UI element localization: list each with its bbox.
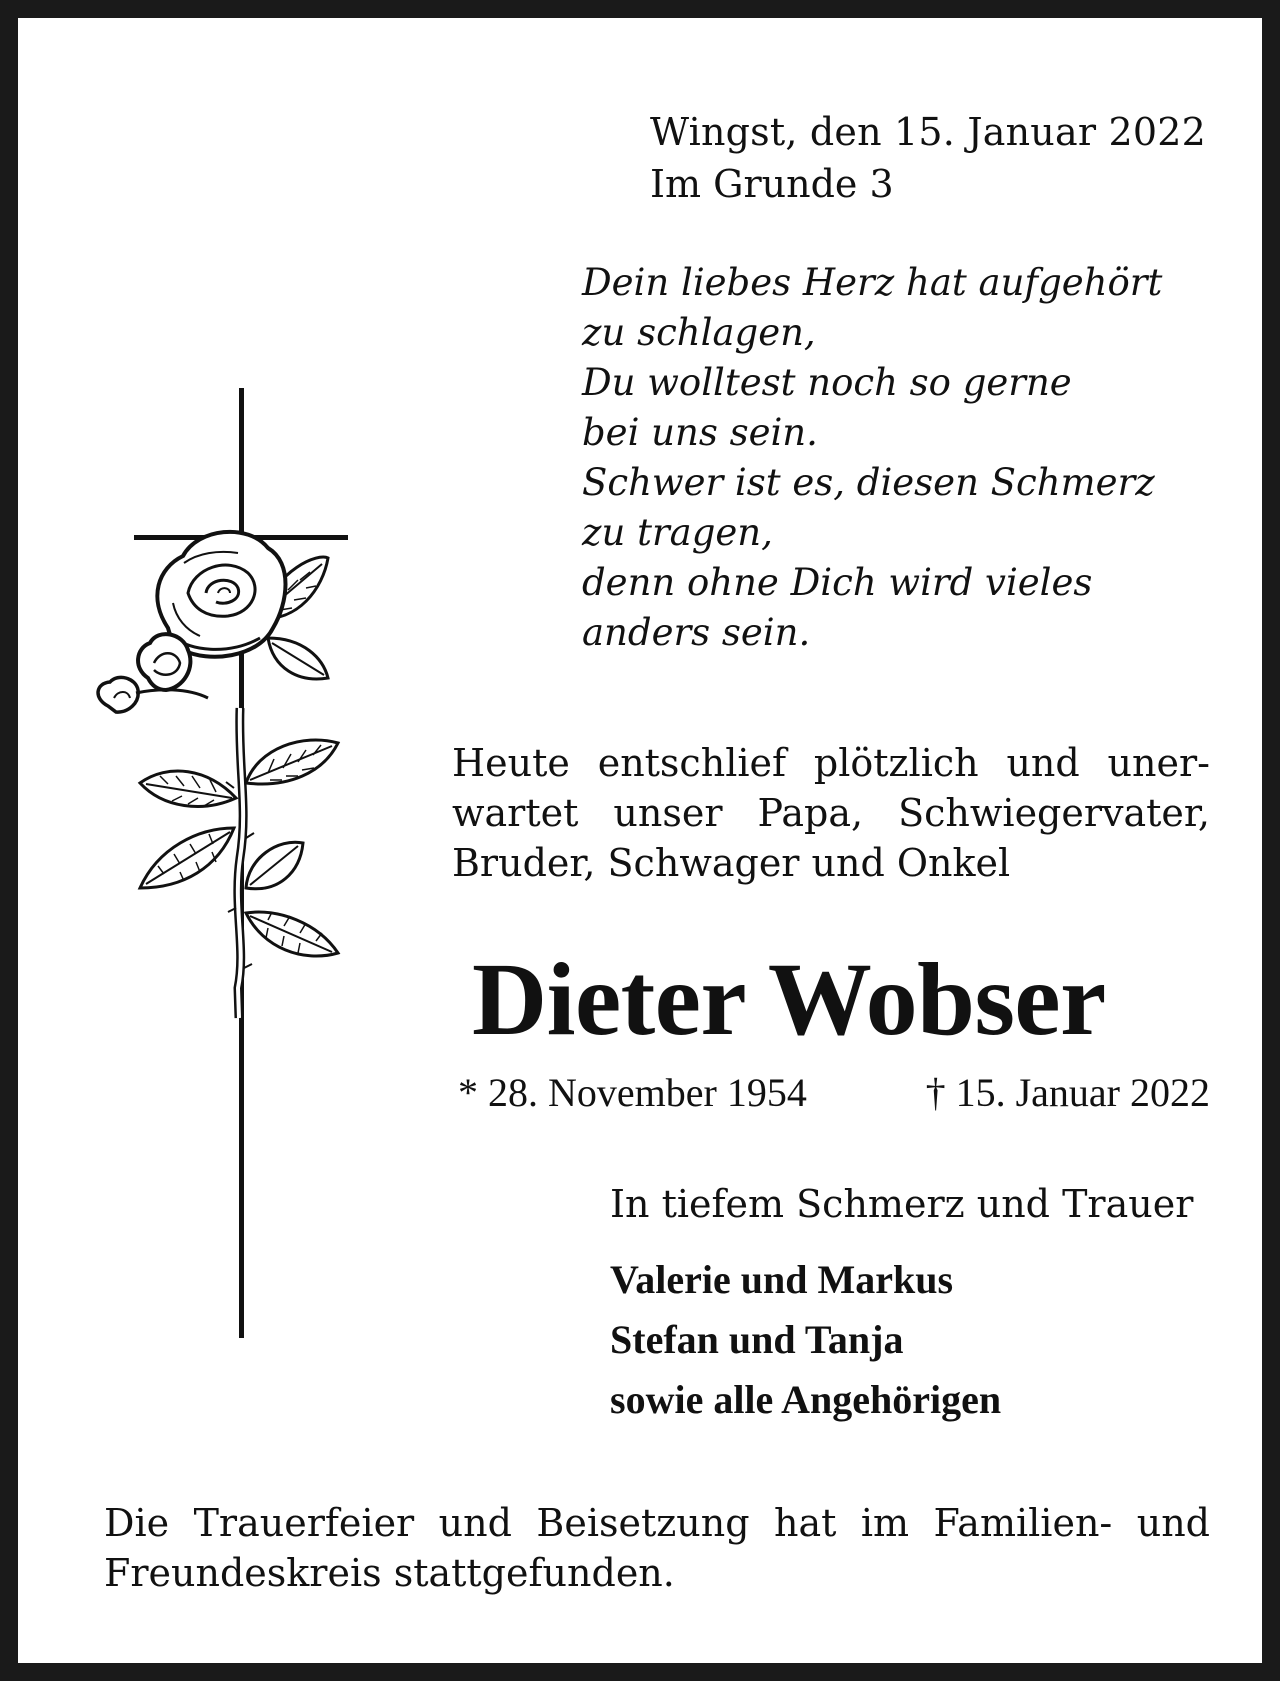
poem-line: Schwer ist es, diesen Schmerz	[582, 461, 1155, 504]
mourner-entry: Stefan und Tanja	[610, 1317, 904, 1362]
closing-note	[104, 1498, 1210, 1598]
rose-stem	[226, 708, 254, 1018]
announcement-line: Bruder, Schwager und Onkel	[452, 841, 1011, 885]
birth-date: * 28. November 1954	[458, 1070, 807, 1115]
mourner-entry: Valerie und Markus	[610, 1257, 954, 1302]
mourner-entry: sowie alle Angehörigen	[610, 1377, 1002, 1422]
poem-line: bei uns sein.	[582, 411, 818, 454]
poem-line: Dein liebes Herz hat aufgehört	[582, 261, 1163, 304]
poem-line: anders sein.	[582, 611, 811, 654]
poem-line: Du wolltest noch so gerne	[582, 361, 1072, 404]
mourners-list	[610, 1250, 1001, 1430]
deceased-name: Dieter Wobser	[472, 942, 1106, 1057]
poem-line: denn ohne Dich wird vieles	[582, 561, 1093, 604]
poem-line: zu tragen,	[582, 511, 773, 554]
rose-bloom-icon	[98, 532, 285, 712]
death-date: † 15. Januar 2022	[925, 1070, 1210, 1115]
closing-line: Freundeskreis stattgefunden.	[104, 1551, 675, 1595]
memorial-poem	[582, 258, 1162, 658]
announcement-line: Heute entschlief plötzlich und uner-	[452, 741, 1210, 785]
poem-line: zu schlagen,	[582, 311, 816, 354]
death-announcement	[452, 738, 1210, 888]
address: Im Grunde 3	[650, 162, 894, 206]
closing-line: Die Trauerfeier und Beisetzung hat im Familien- und	[104, 1501, 1210, 1545]
mourning-phrase: In tiefem Schmerz und Trauer	[610, 1182, 1194, 1226]
place-date: Wingst, den 15. Januar 2022	[650, 110, 1206, 154]
cross-with-rose-icon	[88, 388, 368, 1338]
announcement-line: wartet unser Papa, Schwiegervater,	[452, 791, 1210, 835]
life-dates	[458, 1068, 1210, 1118]
